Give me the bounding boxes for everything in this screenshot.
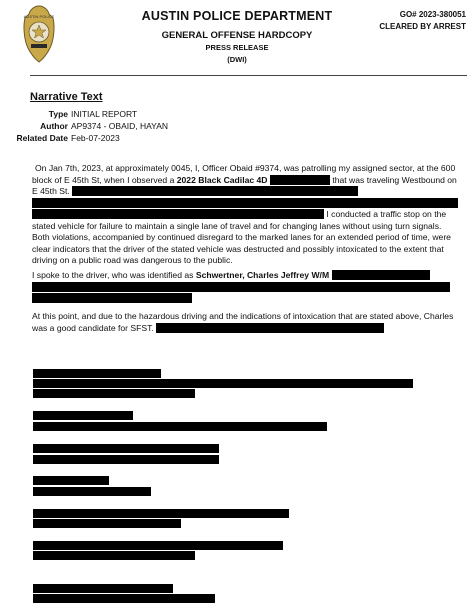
redaction-bar [33,584,173,593]
redaction-bar [32,198,458,208]
redaction-bar [32,282,450,292]
redaction-bar [270,175,330,185]
case-info [379,9,466,33]
redaction-bar [72,186,358,196]
narrative-paragraph-2 [32,270,460,305]
redaction-bar [33,379,413,388]
section-title: Narrative Text [30,91,103,103]
redaction-bar [33,487,151,496]
header-divider [30,75,467,76]
author-value: AP9374 - OBAID, HAYAN [71,121,168,131]
redaction-bar [33,411,133,420]
report-meta [0,108,168,144]
case-status: CLEARED BY ARREST [379,22,466,31]
press-release-label: PRESS RELEASE [205,43,269,52]
redaction-bar [156,323,384,333]
redaction-bar [33,476,109,485]
redaction-bar [33,422,327,431]
meta-author-row [0,120,168,132]
narrative-p2-text: I spoke to the driver, who was identified as [32,270,194,280]
redaction-bar [332,270,430,280]
redaction-bar [33,369,161,378]
redaction-bar [33,389,195,398]
date-value: Feb-07-2023 [71,133,120,143]
meta-type-row [0,108,168,120]
redaction-bar [33,509,289,518]
redaction-bar [33,455,219,464]
date-label: Related Date [16,133,68,143]
vehicle-description: 2022 Black Cadilac 4D [176,174,268,185]
narrative-p1-text-b: that was traveling Westbound on E 45th St. [32,174,457,196]
redaction-bar [33,551,195,560]
narrative-p1-text-c: I conducted a traffic stop on the stated vehicle for failure to maintain a single lane of travel and for changing lanes without using turn signals. Both violations, accompanied by continued disregard to the marked lanes for an extended period of time, were clear indicators that the driver of the stated vehicle was destructed and possibly intoxicated to the extent that driving on a public road was dangerous to the public. [32,209,451,265]
author-label: Author [40,121,68,131]
meta-date-row [0,132,168,144]
narrative-p3-text: At this point, and due to the hazardous driving and the indications of intoxication that are stated above, Charles was a good candidate for SFST. [32,311,454,333]
narrative-p1-text-a: On Jan 7th, 2023, at approximately 0045, I, Officer Obaid #9374, was patrolling my assigned sector, at the 600 block of E 45th St, when I observed a [32,163,456,185]
go-number: GO# 2023-380051 [399,10,466,19]
narrative-paragraph-3 [32,311,460,334]
type-label: Type [48,109,68,119]
redaction-bar [32,209,324,219]
narrative-paragraph-1 [32,163,460,267]
redaction-bar [33,519,181,528]
offense-tag: (DWI) [227,55,247,64]
type-value: INITIAL REPORT [71,109,138,119]
report-subtitle: GENERAL OFFENSE HARDCOPY [161,30,313,41]
redaction-bar [33,541,283,550]
svg-text:AUSTIN POLICE: AUSTIN POLICE [23,14,55,19]
department-title: AUSTIN POLICE DEPARTMENT [141,9,333,23]
driver-name: Schwertner, Charles Jeffrey W/M [195,270,330,280]
redaction-bar [33,594,215,603]
redaction-bar [32,293,192,303]
redaction-bar [33,444,219,453]
